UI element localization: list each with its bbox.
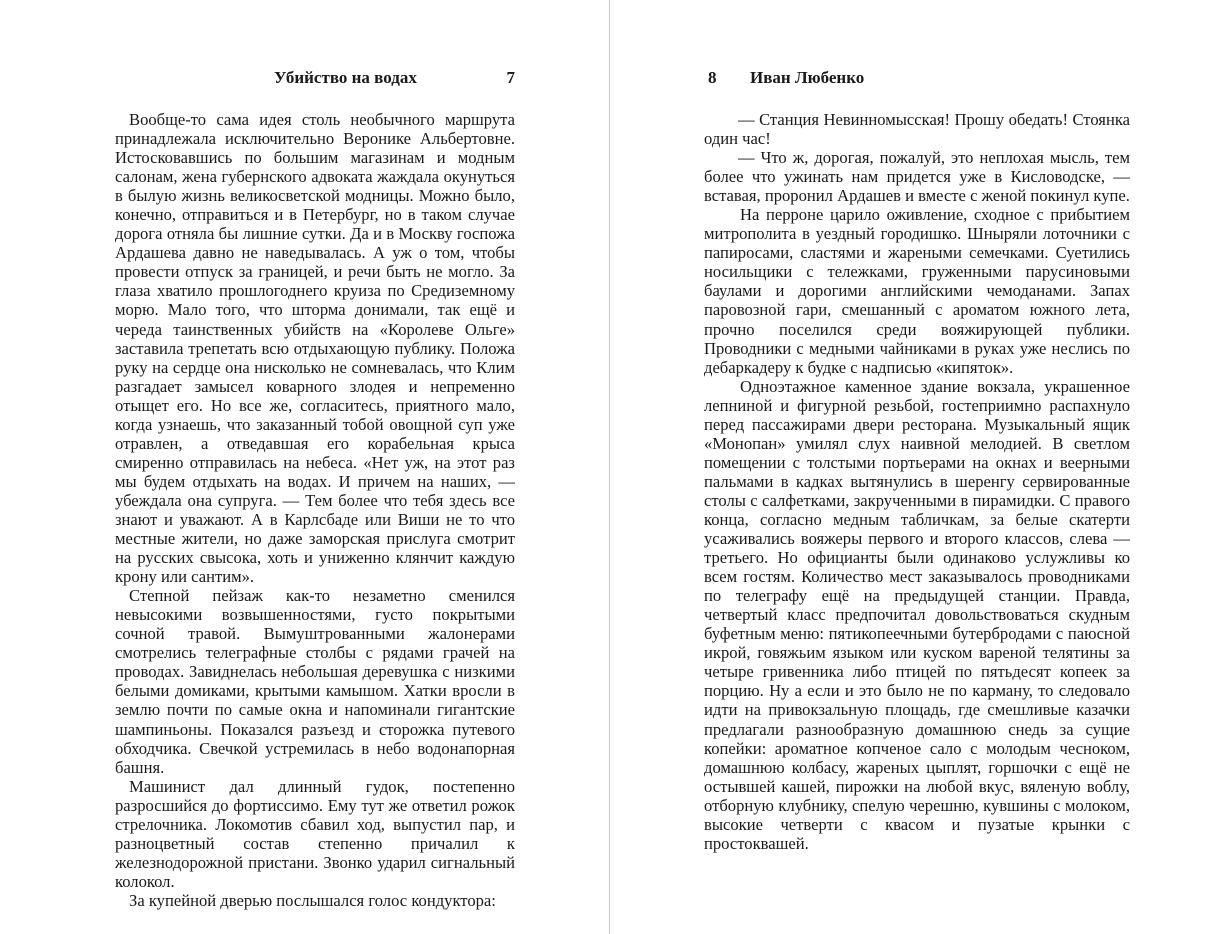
right-page-body (704, 110, 1130, 853)
page-gutter (609, 0, 610, 934)
paragraph: Вообще-то сама идея столь необычного маршрута принадлежала исключительно Веронике Альбертовне. Истосковавшись по большим магазинам и модным салонам, жена губернского адвоката жаждала окунуться в былую жизнь великосветской модницы. Можно было, конечно, отправиться и в Петербург, но в таком случае дорога отняла бы лишние сутки. Да и в Москву госпожа Ардашева давно не наведывалась. А уж о том, чтобы провести отпуск за границей, и речи быть не могло. За глаза хватило прошлогоднего круиза по Средиземному морю. Мало того, что шторма донимали, так ещё и череда таинственных убийств на «Королеве Ольге» заставила трепетать всю отдыхающую публику. Положа руку на сердце она нисколько не сомневалась, что Клим разгадает замысел коварного злодея и непременно отыщет его. Но все же, согласитесь, приятного мало, когда узнаешь, что заказанный тобой овощной суп уже отравлен, а отведавшая его корабельная крыса смиренно отправилась на небеса. «Нет уж, на этот раз мы будем отдыхать на водах. И причем на наших, — убеждала она супруга. — Тем более что тебя здесь все знают и уважают. А в Карлсбаде или Виши не то что местные жители, но даже заморская прислуга смотрит на русских свысока, хоть и униженно клянчит каждую крону или сантим». (115, 110, 515, 587)
paragraph: На перроне царило оживление, сходное с прибытием митрополита в уездный городишко. Шныряли лоточники с папиросами, сластями и жареными семечками. Суетились носильщики с тележками, груженными парусиновыми баулами и дорогими английскими чемоданами. Запах паровозной гари, смешанный с ароматом южного лета, прочно поселился среди вояжирующей публики. Проводники с медными чайниками в руках уже неслись по дебаркадеру к будке с надписью «кипяток». (704, 205, 1130, 377)
left-page-header (115, 68, 515, 88)
page-number: 7 (506, 68, 515, 87)
paragraph: — Что ж, дорогая, пожалуй, это неплохая мысль, тем более что ужинать нам придется уже в Кисловодске, — вставая, проронил Ардашев и вместе с женой покинул купе. (704, 148, 1130, 206)
left-page-body (115, 110, 515, 910)
running-title: Иван Любенко (750, 68, 865, 87)
paragraph: Одноэтажное каменное здание вокзала, украшенное лепниной и фигурной резьбой, гостеприимно распахнуло перед пассажирами двери ресторана. Музыкальный ящик «Монопан» умилял слух наивной мелодией. В светлом помещении с толстыми портьерами на окнах и веерными пальмами в кадках вытянулись в шеренгу сервированные столы с салфетками, закрученными в пирамидки. С правого конца, согласно медным табличкам, за белые скатерти усаживались вояжеры первого и второго классов, слева — третьего. Но официанты были одинаково услужливы ко всем гостям. Количество мест заказывалось проводниками по телеграфу ещё на предыдущей станции. Правда, четвертый класс предпочитал довольствоваться скудным буфетным меню: пятикопеечными бутербродами с паюсной икрой, говяжьим языком или куском вареной телятины за четыре гривенника либо птицей по пятьдесят копеек за порцию. Ну а если и это было не по карману, то следовало идти на привокзальную площадь, где смешливые казачки предлагали разнообразную домашнюю снедь за сущие копейки: ароматное копченое сало с молодым чесноком, домашнюю колбасу, жареных цыплят, горшочки с ещё не остывшей кашей, пирожки на любой вкус, вяленую воблу, отборную клубнику, спелую черешню, кувшины с молоком, высокие четверти с квасом и пузатые крынки с простоквашей. (704, 376, 1130, 853)
paragraph: Степной пейзаж как-то незаметно сменился невысокими возвышенностями, густо покрытыми сочной травой. Вымуштрованными жалонерами смотрелись телеграфные столбы с рядами грачей на проводах. Завиднелась небольшая деревушка с низкими белыми домиками, крытыми камышом. Хатки вросли в землю почти по самые окна и напоминали гигантские шампиньоны. Показался разъезд и сторожка путевого обходчика. Свечкой устремилась в небо водонапорная башня. (115, 586, 515, 777)
right-page-header (704, 68, 1130, 88)
running-title: Убийство на водах (274, 68, 417, 87)
paragraph: Машинист дал длинный гудок, постепенно разросшийся до фортиссимо. Ему тут же ответил рожок стрелочника. Локомотив сбавил ход, выпустил пар, и разноцветный состав степенно причалил к железнодорожной пристани. Звонко ударил сигнальный колокол. (115, 776, 515, 891)
paragraph: — Станция Невинномысская! Прошу обедать! Стоянка один час! (704, 110, 1130, 149)
page-number: 8 (708, 68, 717, 87)
paragraph: За купейной дверью послышался голос кондуктора: (129, 890, 496, 910)
